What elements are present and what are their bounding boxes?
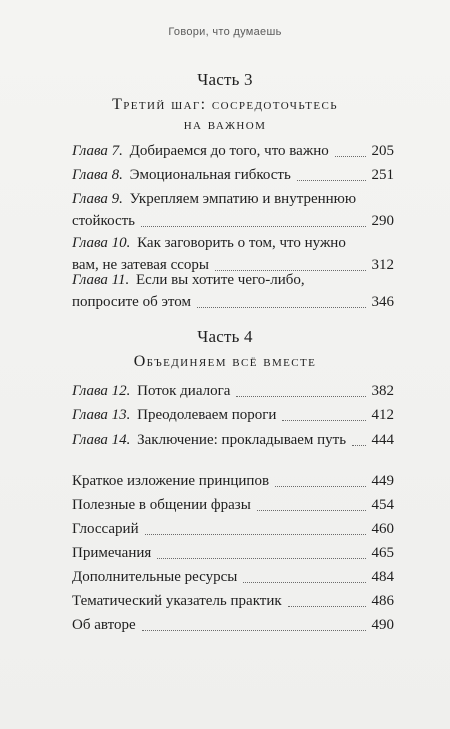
dot-leader bbox=[275, 485, 365, 487]
toc-entry-glossary[interactable] bbox=[72, 518, 394, 540]
chapter-number: Глава 11. bbox=[72, 272, 130, 288]
entry-title: Тематический указатель практик bbox=[72, 593, 282, 609]
page-number: 454 bbox=[371, 497, 394, 513]
page-number: 486 bbox=[371, 593, 394, 609]
page-number: 484 bbox=[371, 569, 394, 585]
toc-entry-useful-phrases[interactable] bbox=[72, 494, 394, 516]
part-4-title: Объединяем всё вместе bbox=[133, 353, 317, 370]
dot-leader bbox=[145, 533, 366, 535]
toc-entry-chapter-9[interactable] bbox=[72, 188, 394, 232]
chapter-title-line-2: стойкость bbox=[72, 213, 135, 229]
chapter-title: Добираемся до того, что важно bbox=[129, 143, 329, 159]
chapter-title: Преодолеваем пороги bbox=[137, 407, 277, 423]
toc-entry-chapter-7[interactable] bbox=[72, 140, 394, 162]
page-number: 444 bbox=[371, 432, 394, 448]
page-number: 449 bbox=[371, 473, 394, 489]
page-number: 290 bbox=[371, 213, 394, 229]
dot-leader bbox=[297, 179, 366, 181]
part-3-title-line-2: на важном bbox=[183, 116, 267, 133]
part-3-title-line-1: Третий шаг: сосредоточьтесь bbox=[112, 96, 338, 113]
dot-leader bbox=[282, 419, 365, 421]
entry-title: Глоссарий bbox=[72, 521, 139, 537]
toc-entry-notes[interactable] bbox=[72, 542, 394, 564]
part-3-label: Часть 3 bbox=[197, 70, 253, 89]
chapter-title-line-2: попросите об этом bbox=[72, 294, 191, 310]
page-number: 490 bbox=[371, 617, 394, 633]
dot-leader bbox=[288, 605, 366, 607]
toc-entry-chapter-8[interactable] bbox=[72, 164, 394, 186]
part-4-label: Часть 4 bbox=[197, 327, 253, 346]
entry-title: Краткое изложение принципов bbox=[72, 473, 270, 489]
chapter-title-line-1: Если вы хотите чего-либо, bbox=[136, 272, 305, 288]
page-number: 346 bbox=[371, 294, 394, 310]
chapter-number: Глава 7. bbox=[72, 143, 123, 159]
chapter-title-line-2: вам, не затевая ссоры bbox=[72, 257, 209, 273]
running-head: Говори, что думаешь bbox=[168, 26, 282, 38]
toc-entry-chapter-11[interactable] bbox=[72, 269, 394, 313]
entry-title: Полезные в общении фразы bbox=[72, 497, 251, 513]
page-number: 205 bbox=[371, 143, 394, 159]
page-number: 382 bbox=[371, 383, 394, 399]
chapter-number: Глава 8. bbox=[72, 167, 123, 183]
chapter-number: Глава 13. bbox=[72, 407, 131, 423]
page-number: 251 bbox=[371, 167, 394, 183]
dot-leader bbox=[141, 225, 366, 227]
chapter-number: Глава 14. bbox=[72, 432, 131, 448]
toc-entry-additional-resources[interactable] bbox=[72, 566, 394, 588]
toc-entry-chapter-14[interactable] bbox=[72, 429, 394, 451]
chapter-number: Глава 12. bbox=[72, 383, 131, 399]
chapter-title: Поток диалога bbox=[137, 383, 231, 399]
dot-leader bbox=[142, 629, 366, 631]
entry-title: Примечания bbox=[72, 545, 152, 561]
page-number: 465 bbox=[371, 545, 394, 561]
entry-title: Дополнительные ресурсы bbox=[72, 569, 238, 585]
toc-entry-practice-index[interactable] bbox=[72, 590, 394, 612]
chapter-title-line-1: Укрепляем эмпатию и внутреннюю bbox=[129, 191, 357, 207]
dot-leader bbox=[157, 557, 365, 559]
dot-leader bbox=[197, 306, 366, 308]
chapter-number: Глава 10. bbox=[72, 235, 131, 251]
chapter-number: Глава 9. bbox=[72, 191, 123, 207]
page-number: 312 bbox=[371, 257, 394, 273]
toc-entry-chapter-13[interactable] bbox=[72, 404, 394, 426]
toc-entry-about-author[interactable] bbox=[72, 614, 394, 636]
chapter-title: Эмоциональная гибкость bbox=[129, 167, 291, 183]
toc-entry-chapter-12[interactable] bbox=[72, 380, 394, 402]
dot-leader bbox=[257, 509, 366, 511]
page-number: 460 bbox=[371, 521, 394, 537]
chapter-title: Заключение: прокладываем путь bbox=[137, 432, 347, 448]
entry-title: Об авторе bbox=[72, 617, 136, 633]
toc-entry-principles-summary[interactable] bbox=[72, 470, 394, 492]
dot-leader bbox=[243, 581, 365, 583]
dot-leader bbox=[335, 155, 366, 157]
dot-leader bbox=[352, 444, 365, 446]
page-number: 412 bbox=[371, 407, 394, 423]
dot-leader bbox=[236, 395, 365, 397]
chapter-title-line-1: Как заговорить о том, что нужно bbox=[137, 235, 346, 251]
